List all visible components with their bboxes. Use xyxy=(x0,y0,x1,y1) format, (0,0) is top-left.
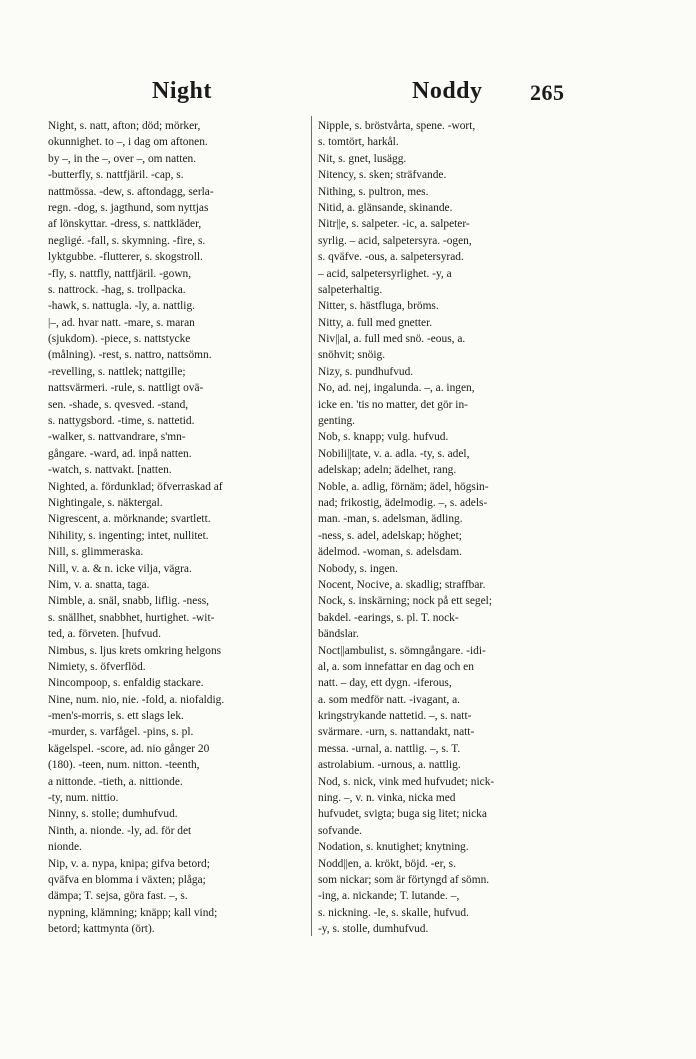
entry-line: -fly, s. nattfly, nattfjäril. -gown, xyxy=(48,267,192,280)
entry-line: Nipple, s. bröstvårta, spene. -wort, xyxy=(318,120,476,132)
entry-line: s. qväfve. -ous, a. salpetersyrad. xyxy=(318,251,464,264)
entry-line: betord; kattmynta (ört). xyxy=(48,923,155,936)
entry-line: -revelling, s. nattlek; nattgille; xyxy=(48,365,186,378)
entry-line: Nihility, s. ingenting; intet, nullitet. xyxy=(48,529,209,542)
entry-line: nattmössa. -dew, s. aftondagg, serla- xyxy=(48,185,214,198)
entry-line: man. -man, s. adelsman, ädling. xyxy=(318,513,463,526)
entry-line: -y, s. stolle, dumhufvud. xyxy=(318,923,429,936)
entry-line: Nimiety, s. öfverflöd. xyxy=(48,660,146,673)
entry-line: gångare. -ward, ad. inpå natten. xyxy=(48,447,192,460)
entry-line: Nimbus, s. ljus krets omkring helgons xyxy=(48,644,222,657)
entry-line: a nittonde. -tieth, a. nittionde. xyxy=(48,775,183,788)
entry-line: by –, in the –, over –, om natten. xyxy=(48,152,197,165)
entry-line: -ty, num. nittio. xyxy=(48,792,119,805)
entry-line: -men's-morris, s. ett slags lek. xyxy=(48,710,184,723)
entry-line: |–, ad. hvar natt. -mare, s. maran xyxy=(48,316,195,329)
entry-line: – acid, salpetersyrlighet. -y, a xyxy=(318,267,452,280)
entry-line: sofvande. xyxy=(318,824,362,837)
entry-line: Noct||ambulist, s. sömngångare. -idi- xyxy=(318,644,486,657)
entry-line: s. nattygsbord. -time, s. nattetid. xyxy=(48,415,195,428)
entry-line: Nodation, s. knutighet; knytning. xyxy=(318,841,469,854)
page-number: 265 xyxy=(530,80,565,105)
entry-line: Nine, num. nio, nie. -fold, a. niofaldig. xyxy=(48,693,225,706)
entry-line: al, a. som innefattar en dag och en xyxy=(318,660,474,673)
entry-line: Nizy, s. pundhufvud. xyxy=(318,365,414,378)
right-guide-word: Noddy xyxy=(412,78,483,104)
entry-line: Nit, s. gnet, lusägg. xyxy=(318,152,407,165)
entry-line: -ing, a. nickande; T. lutande. –, xyxy=(318,890,460,903)
entry-line: dämpa; T. sejsa, göra fast. –, s. xyxy=(48,890,188,903)
entry-line: Nock, s. inskärning; nock på ett segel; xyxy=(318,595,492,608)
entry-line: regn. -dog, s. jagthund, som nyttjas xyxy=(48,201,209,214)
entry-line: lyktgubbe. -flutterer, s. skogstroll. xyxy=(48,251,203,264)
entry-line: Nighted, a. fördunklad; öfverraskad af xyxy=(48,480,223,493)
entry-line: Nip, v. a. nypa, knipa; gifva betord; xyxy=(48,857,210,870)
entry-line: Nobody, s. ingen. xyxy=(318,562,398,575)
entry-line: hufvudet, svigta; buga sig litet; nicka xyxy=(318,808,487,821)
entry-line: Nob, s. knapp; vulg. hufvud. xyxy=(318,431,449,444)
entry-line: Noble, a. adlig, förnäm; ädel, högsin- xyxy=(318,480,489,493)
entry-line: kägelspel. -score, ad. nio gånger 20 xyxy=(48,742,210,755)
entry-line: Nitr||e, s. salpeter. -ic, a. salpeter- xyxy=(318,218,470,231)
entry-line: som nickar; som är förtyngd af sömn. xyxy=(318,873,490,886)
entry-line: qväfva en blomma i växten; plåga; xyxy=(48,873,206,886)
left-guide-word: Night xyxy=(152,78,212,104)
entry-line: syrlig. – acid, salpetersyra. -ogen, xyxy=(318,234,472,247)
entry-line: a. som medför natt. -ivagant, a. xyxy=(318,693,461,706)
entry-line: Night, s. natt, afton; död; mörker, xyxy=(48,120,201,132)
entry-line: -ness, s. adel, adelskap; höghet; xyxy=(318,529,462,542)
entry-line: adelskap; adeln; ädelhet, rang. xyxy=(318,464,457,477)
entry-line: Nocent, Nocive, a. skadlig; straffbar. xyxy=(318,578,486,591)
entry-line: s. snällhet, snabbhet, hurtighet. -wit- xyxy=(48,611,215,624)
entry-line: Ninny, s. stolle; dumhufvud. xyxy=(48,808,178,821)
entry-line: -watch, s. nattvakt. [natten. xyxy=(48,464,172,477)
entry-line: nypning, klämning; knäpp; kall vind; xyxy=(48,906,218,919)
entry-line: kringstrykande nattetid. –, s. natt- xyxy=(318,710,472,723)
entry-line: genting. xyxy=(318,415,356,428)
entry-line: Nigrescent, a. mörknande; svartlett. xyxy=(48,513,211,526)
entry-line: Nimble, a. snäl, snabb, liflig. -ness, xyxy=(48,595,210,608)
entry-line: natt. – day, ett dygn. -iferous, xyxy=(318,677,452,690)
entry-line: Nill, v. a. & n. icke vilja, vägra. xyxy=(48,562,192,575)
entry-line: nad; frikostig, ädelmodig. –, s. adels- xyxy=(318,496,488,509)
column-divider xyxy=(311,116,312,936)
entry-line: (målning). -rest, s. nattro, nattsömn. xyxy=(48,349,212,362)
entry-line: nionde. xyxy=(48,841,82,854)
entry-line: -butterfly, s. nattfjäril. -cap, s. xyxy=(48,169,184,182)
entry-line: Nitty, a. full med gnetter. xyxy=(318,316,433,329)
entry-line: Nodd||en, a. krökt, böjd. -er, s. xyxy=(318,857,456,870)
entry-line: svärmare. -urn, s. nattandakt, natt- xyxy=(318,726,475,739)
entry-line: Nim, v. a. snatta, taga. xyxy=(48,578,150,591)
right-column xyxy=(318,118,583,938)
entry-line: Niv||al, a. full med snö. -eous, a. xyxy=(318,333,466,346)
entry-line: Nill, s. glimmeraska. xyxy=(48,546,144,559)
entry-line: Nithing, s. pultron, mes. xyxy=(318,185,429,198)
entry-line: astrolabium. -urnous, a. nattlig. xyxy=(318,759,461,772)
entry-line: messa. -urnal, a. nattlig. –, s. T. xyxy=(318,742,461,755)
entry-line: icke en. 'tis no matter, det gör in- xyxy=(318,398,468,411)
entry-line: Nitency, s. sken; sträfvande. xyxy=(318,169,447,182)
entry-line: af lönskyttar. -dress, s. nattkläder, xyxy=(48,218,202,231)
entry-line: Ninth, a. nionde. -ly, ad. för det xyxy=(48,824,192,837)
entry-line: s. nickning. -le, s. skalle, hufvud. xyxy=(318,906,469,919)
entry-line: Nobili||tate, v. a. adla. -ty, s. adel, xyxy=(318,447,470,460)
left-column xyxy=(48,118,313,938)
entry-line: s. nattrock. -hag, s. trollpacka. xyxy=(48,283,186,296)
entry-line: (180). -teen, num. nitton. -teenth, xyxy=(48,759,200,772)
entry-line: Nightingale, s. näktergal. xyxy=(48,496,163,509)
entry-line: snöhvit; snöig. xyxy=(318,349,386,362)
entry-line: bakdel. -earings, s. pl. T. nock- xyxy=(318,611,459,624)
entry-line: ted, a. förveten. [hufvud. xyxy=(48,628,161,641)
entry-line: (sjukdom). -piece, s. nattstycke xyxy=(48,333,191,346)
entry-line: Nitter, s. hästfluga, bröms. xyxy=(318,300,439,313)
entry-line: salpeterhaltig. xyxy=(318,283,383,296)
entry-line: sen. -shade, s. qvesved. -stand, xyxy=(48,398,189,411)
entry-line: -hawk, s. nattugla. -ly, a. nattlig. xyxy=(48,300,195,313)
entry-line: -walker, s. nattvandrare, s'mn- xyxy=(48,431,186,444)
entry-line: ning. –, v. n. vinka, nicka med xyxy=(318,792,456,805)
entry-line: Nincompoop, s. enfaldig stackare. xyxy=(48,677,204,690)
entry-line: ädelmod. -woman, s. adelsdam. xyxy=(318,546,462,559)
entry-line: -murder, s. varfågel. -pins, s. pl. xyxy=(48,726,194,739)
page-header xyxy=(46,78,586,118)
entry-line: Nitid, a. glänsande, skinande. xyxy=(318,201,453,214)
entry-line: bändslar. xyxy=(318,628,359,641)
entry-line: No, ad. nej, ingalunda. –, a. ingen, xyxy=(318,382,475,395)
entry-line: nattsvärmeri. -rule, s. nattligt ovä- xyxy=(48,382,204,395)
entry-line: okunnighet. to –, i dag om aftonen. xyxy=(48,136,208,149)
entry-line: negligé. -fall, s. skymning. -fire, s. xyxy=(48,234,206,247)
entry-line: s. tomtört, harkål. xyxy=(318,136,399,149)
entry-line: Nod, s. nick, vink med hufvudet; nick- xyxy=(318,775,495,788)
